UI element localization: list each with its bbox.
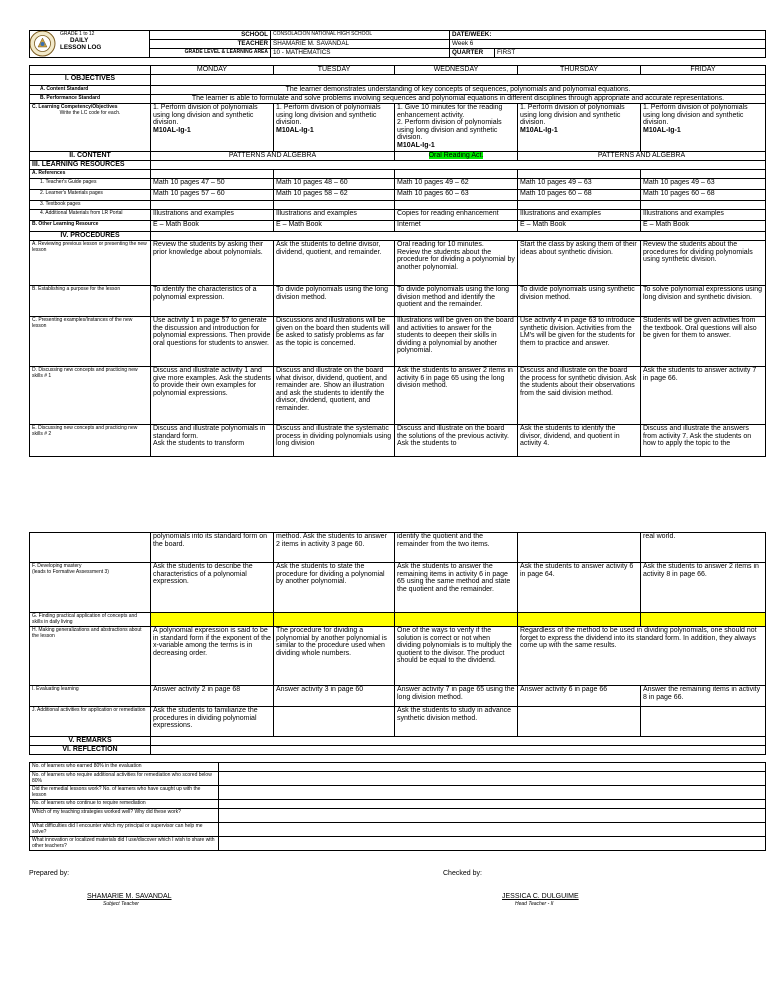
prepared-by-label: Prepared by: bbox=[29, 870, 70, 877]
competency-tuesday bbox=[274, 104, 395, 152]
procedure-g-cell bbox=[395, 613, 518, 627]
competency-text: 1. Perform division of polynomials using long division and synthetic division. bbox=[153, 104, 258, 127]
procedure-g-cell bbox=[274, 613, 395, 627]
title-block bbox=[30, 31, 150, 58]
tg-pages-cell: Math 10 pages 48 – 60 bbox=[274, 179, 395, 190]
procedure-i-cell: Answer the remaining items in activity 8 in page 66. bbox=[641, 686, 766, 707]
references-label: A. References bbox=[30, 170, 151, 179]
procedure-g-cell bbox=[151, 613, 274, 627]
performance-standard-value: The learner is able to formulate and solve problems involving sequences and polynomial equations in different disciplines through appropriate and accurate representations. bbox=[151, 95, 766, 104]
procedure-c-cell: Use activity 4 in page 63 to introduce synthetic division. Activities from the LM's will be given for the students for them to practice and answer. bbox=[518, 317, 641, 367]
competency-friday bbox=[641, 104, 766, 152]
procedure-i-cell: Answer activity 7 in page 65 using the long division method. bbox=[395, 686, 518, 707]
remarks-label: V. REMARKS bbox=[30, 737, 151, 746]
procedure-d-cell: Ask the students to answer activity 7 in page 66. bbox=[641, 367, 766, 425]
procedure-g-label: G. Finding practical application of concepts and skills in daily living bbox=[30, 613, 151, 627]
day-monday: MONDAY bbox=[151, 66, 274, 75]
checker-title: Head Teacher - II bbox=[515, 901, 554, 907]
lesson-table-page2 bbox=[29, 532, 766, 755]
school-value: CONSOLACION NATIONAL HIGH SCHOOL bbox=[271, 31, 450, 40]
objectives-label: I. OBJECTIVES bbox=[30, 75, 151, 86]
competency-code: M10AL-Ig-1 bbox=[397, 141, 435, 149]
resources-label: III. LEARNING RESOURCES bbox=[30, 161, 151, 170]
procedure-j-cell: Ask the students to familiarize the procedures in dividing polynomial expressions. bbox=[151, 707, 274, 737]
procedure-e-cell: Discuss and illustrate the systematic process in dividing polynomials using long division bbox=[274, 425, 395, 457]
continuation-cell: real world. bbox=[641, 533, 766, 563]
title-lesson-log: LESSON LOG bbox=[60, 44, 102, 51]
procedure-a-cell: Review the students about the procedures for dividing polynomials using synthetic division. bbox=[641, 241, 766, 286]
reflection-row: No. of learners who earned 80% in the evaluation bbox=[30, 763, 219, 772]
procedure-c-label: C. Presenting examples/Instances of the new lesson bbox=[30, 317, 151, 367]
competency-thursday bbox=[518, 104, 641, 152]
continuation-cell: polynomials into its standard form on the board. bbox=[151, 533, 274, 563]
tg-pages-label: 1. Teacher's Guide pages bbox=[30, 179, 151, 190]
procedure-a-cell: Oral reading for 10 minutes. Review the students about the procedure for dividing a polynomial by another polynomial. bbox=[395, 241, 518, 286]
reflection-row: What innovation or localized materials did I use/discover which I wish to share with other teachers? bbox=[30, 837, 219, 851]
procedure-h-label: H. Making generalizations and abstractions about the lesson bbox=[30, 627, 151, 686]
procedure-j-cell bbox=[518, 707, 641, 737]
content-standard-label: A. Content Standard bbox=[30, 86, 151, 95]
procedure-i-cell: Answer activity 6 in page 66 bbox=[518, 686, 641, 707]
lm-pages-cell: Math 10 pages 58 – 62 bbox=[274, 190, 395, 201]
competency-text: 1. Perform division of polynomials using long division and synthetic division. bbox=[276, 104, 381, 127]
date-value: Week 6 bbox=[450, 40, 766, 49]
procedure-i-cell: Answer activity 2 in page 68 bbox=[151, 686, 274, 707]
other-resources-cell: Internet bbox=[395, 221, 518, 232]
performance-standard-label: B. Performance Standard bbox=[30, 95, 151, 104]
procedure-f-cell: Ask the students to describe the characteristics of a polynomial expression. bbox=[151, 563, 274, 613]
content-middle: Oral Reading Act. bbox=[428, 152, 484, 159]
procedure-d-cell: Ask the students to answer 2 items in activity 6 in page 65 using the long division method. bbox=[395, 367, 518, 425]
additional-materials-cell: Illustrations and examples bbox=[274, 210, 395, 221]
checked-by-label: Checked by: bbox=[443, 870, 482, 877]
procedure-f-cell: Ask the students to answer the remaining items in activity 6 in page 65 using the same method and state the quotient and the remainder. bbox=[395, 563, 518, 613]
continuation-cell: method. Ask the students to answer 2 items in activity 3 page 60. bbox=[274, 533, 395, 563]
competency-code: M10AL-Ig-1 bbox=[520, 126, 558, 134]
procedure-d-cell: Discuss and illustrate on the board what divisor, dividend, quotient, and remainder are. Show an illustration and ask the students to identify the divisor, dividend, quotient, and remainder. bbox=[274, 367, 395, 425]
procedure-b-cell: To divide polynomials using the long division method and identify the quotient and the remainder. bbox=[395, 286, 518, 317]
procedure-d-cell: Discuss and illustrate on the board the process for synthetic division. Ask the students about their observations from the said division method. bbox=[518, 367, 641, 425]
procedure-i-cell: Answer activity 3 in page 60 bbox=[274, 686, 395, 707]
other-resources-label: B. Other Learning Resource bbox=[30, 221, 151, 232]
procedure-e-cell: Ask the students to identify the divisor, dividend, and quotient in activity 4. bbox=[518, 425, 641, 457]
additional-materials-cell: Illustrations and examples bbox=[151, 210, 274, 221]
procedure-h-cell: Regardless of the method to be used in dividing polynomials, one should not forget to express the dividend into its standard form. In addition, they always come up with the same results. bbox=[518, 627, 766, 686]
checker-name: JESSICA C. DULGUIME bbox=[502, 893, 579, 900]
tg-pages-cell: Math 10 pages 47 – 50 bbox=[151, 179, 274, 190]
lm-pages-cell: Math 10 pages 60 – 68 bbox=[518, 190, 641, 201]
procedure-h-cell: A polynomial expression is said to be in standard form if the exponent of the x-variable among the terms is in decreasing order. bbox=[151, 627, 274, 686]
procedure-a-cell: Start the class by asking them of their ideas about synthetic division. bbox=[518, 241, 641, 286]
reflection-table bbox=[29, 762, 766, 851]
procedure-f-cell: Ask the students to state the procedure for dividing a polynomial by another polynomial. bbox=[274, 563, 395, 613]
additional-materials-cell: Copies for reading enhancement bbox=[395, 210, 518, 221]
other-resources-cell: E – Math Book bbox=[641, 221, 766, 232]
procedure-f-label: F. Developing mastery (leads to Formative Assessment 3) bbox=[30, 563, 151, 613]
competency-code: M10AL-Ig-1 bbox=[643, 126, 681, 134]
procedure-i-label: I. Evaluating learning bbox=[30, 686, 151, 707]
quarter-value: FIRST bbox=[495, 49, 766, 58]
procedure-a-label: A. Reviewing previous lesson or presenting the new lesson bbox=[30, 241, 151, 286]
procedure-j-cell: Ask the students to study in advance synthetic division method. bbox=[395, 707, 518, 737]
tg-pages-cell: Math 10 pages 49 – 63 bbox=[641, 179, 766, 190]
competency-text: 1. Perform division of polynomials using long division and synthetic division. bbox=[520, 104, 625, 127]
competency-label-cell bbox=[30, 104, 151, 152]
procedures-label: IV. PROCEDURES bbox=[30, 232, 151, 241]
procedure-g-cell bbox=[518, 613, 641, 627]
procedure-b-cell: To solve polynomial expressions using long division and synthetic division. bbox=[641, 286, 766, 317]
procedure-c-cell: Discussions and illustrations will be given on the board then students will be asked to satisfy problems as far as the topic is concerned. bbox=[274, 317, 395, 367]
reflection-row: What difficulties did I encounter which my principal or supervisor can help me solve? bbox=[30, 823, 219, 837]
additional-materials-cell: Illustrations and examples bbox=[641, 210, 766, 221]
reflection-row: No. of learners who continue to require remediation bbox=[30, 800, 219, 809]
procedure-c-cell: Illustrations will be given on the board and activities to answer for the students to deepen their skills in dividing a polynomial by another polynomial. bbox=[395, 317, 518, 367]
procedure-b-cell: To divide polynomials using synthetic division method. bbox=[518, 286, 641, 317]
competency-text: 1. Perform division of polynomials using long division and synthetic division. bbox=[643, 104, 748, 127]
reflection-row: No. of learners who require additional activities for remediation who scored below 80% bbox=[30, 772, 219, 786]
title-daily: DAILY bbox=[70, 37, 89, 44]
procedure-h-cell: One of the ways to verify if the solution is correct or not when dividing polynomials is to multiply the quotient to the divisor. The product should be equal to the dividend. bbox=[395, 627, 518, 686]
day-friday: FRIDAY bbox=[641, 66, 766, 75]
other-resources-cell: E – Math Book bbox=[518, 221, 641, 232]
tg-pages-cell: Math 10 pages 49 – 62 bbox=[395, 179, 518, 190]
quarter-label: QUARTER bbox=[450, 49, 495, 58]
content-left: PATTERNS AND ALGEBRA bbox=[151, 152, 395, 161]
competency-wednesday bbox=[395, 104, 518, 152]
procedure-e-cell: Discuss and illustrate on the board the solutions of the previous activity. Ask the students to bbox=[395, 425, 518, 457]
content-right: PATTERNS AND ALGEBRA bbox=[518, 152, 766, 161]
preparer-title: Subject Teacher bbox=[103, 901, 139, 907]
procedure-d-label: D. Discussing new concepts and practicing new skills # 1 bbox=[30, 367, 151, 425]
reflection-row: Did the remedial lessons work? No. of learners who have caught up with the lesson bbox=[30, 786, 219, 800]
grade-area-value: 10 - MATHEMATICS bbox=[271, 49, 450, 58]
lesson-table-page1 bbox=[29, 65, 766, 457]
lm-pages-label: 2. Learner's Materials pages bbox=[30, 190, 151, 201]
teacher-value: SHAMARIE M. SAVANDAL bbox=[271, 40, 450, 49]
day-thursday: THURSDAY bbox=[518, 66, 641, 75]
procedure-b-cell: To identify the characteristics of a polynomial expression. bbox=[151, 286, 274, 317]
procedure-j-cell bbox=[274, 707, 395, 737]
lm-pages-cell: Math 10 pages 60 – 63 bbox=[395, 190, 518, 201]
competency-code: M10AL-Ig-1 bbox=[153, 126, 191, 134]
date-label: DATE/WEEK: bbox=[450, 31, 766, 40]
procedure-d-cell: Discuss and illustrate activity 1 and give more examples. Ask the students to provide their own examples for polynomial expressions. bbox=[151, 367, 274, 425]
procedure-e-cell: Discuss and illustrate the answers from activity 7. Ask the students on how to apply the topic to the bbox=[641, 425, 766, 457]
continuation-cell: identify the quotient and the remainder from the two items. bbox=[395, 533, 518, 563]
procedure-c-cell: Students will be given activities from the textbook. Oral questions will also be given for them to answer. bbox=[641, 317, 766, 367]
competency-label: C. Learning Competency/Objectives bbox=[32, 104, 118, 110]
continuation-cell bbox=[518, 533, 641, 563]
procedure-j-cell bbox=[641, 707, 766, 737]
procedure-c-cell: Use activity 1 in page 57 to generate the discussion and introduction for polynomial expressions. Then provide oral questions for students to answer. bbox=[151, 317, 274, 367]
day-tuesday: TUESDAY bbox=[274, 66, 395, 75]
grade-range: GRADE 1 to 12 bbox=[60, 31, 95, 37]
procedure-j-label: J. Additional activities for application or remediation bbox=[30, 707, 151, 737]
teacher-label: TEACHER bbox=[150, 40, 271, 49]
additional-materials-label: 4. Additional Materials from LR Portal bbox=[30, 210, 151, 221]
competency-text: 1. Give 10 minutes for the reading enhancement activity. 2. Perform division of polynomials using long division and synthetic division. bbox=[397, 104, 503, 142]
school-label: SCHOOL bbox=[150, 31, 271, 40]
procedure-e-cell: Discuss and illustrate polynomials in standard form. Ask the students to transform bbox=[151, 425, 274, 457]
procedure-b-cell: To divide polynomials using the long division method. bbox=[274, 286, 395, 317]
procedure-b-label: B. Establishing a purpose for the lesson bbox=[30, 286, 151, 317]
content-label: II. CONTENT bbox=[30, 152, 151, 161]
competency-monday bbox=[151, 104, 274, 152]
procedure-f-cell: Ask the students to answer 2 items in activity 8 in page 66. bbox=[641, 563, 766, 613]
procedure-a-cell: Ask the students to define divisor, dividend, quotient, and remainder. bbox=[274, 241, 395, 286]
content-middle-cell bbox=[395, 152, 518, 161]
grade-area-label: GRADE LEVEL & LEARNING AREA bbox=[150, 49, 271, 58]
other-resources-cell: E – Math Book bbox=[274, 221, 395, 232]
procedure-g-cell bbox=[641, 613, 766, 627]
header-table bbox=[29, 30, 766, 58]
day-wednesday: WEDNESDAY bbox=[395, 66, 518, 75]
competency-code: M10AL-Ig-1 bbox=[276, 126, 314, 134]
tg-pages-cell: Math 10 pages 49 – 63 bbox=[518, 179, 641, 190]
reflection-row: Which of my teaching strategies worked well? Why did these work? bbox=[30, 809, 219, 823]
procedure-a-cell: Review the students by asking their prior knowledge about polynomials. bbox=[151, 241, 274, 286]
textbook-pages-label: 3. Textbook pages bbox=[30, 201, 151, 210]
reflection-label: VI. REFLECTION bbox=[30, 746, 151, 755]
content-standard-value: The learner demonstrates understanding of key concepts of sequences, polynomials and polynomial equations. bbox=[151, 86, 766, 95]
additional-materials-cell: Illustrations and examples bbox=[518, 210, 641, 221]
procedure-f-cell: Ask the students to answer activity 6 in page 64. bbox=[518, 563, 641, 613]
other-resources-cell: E – Math Book bbox=[151, 221, 274, 232]
competency-sub: Write the LC code for each. bbox=[59, 110, 121, 116]
preparer-name: SHAMARIE M. SAVANDAL bbox=[87, 893, 172, 900]
lm-pages-cell: Math 10 pages 60 – 68 bbox=[641, 190, 766, 201]
lm-pages-cell: Math 10 pages 57 – 60 bbox=[151, 190, 274, 201]
procedure-e-label: E. Discussing new concepts and practicing new skills # 2 bbox=[30, 425, 151, 457]
procedure-h-cell: The procedure for dividing a polynomial by another polynomial is similar to the procedure used when dividing whole numbers. bbox=[274, 627, 395, 686]
